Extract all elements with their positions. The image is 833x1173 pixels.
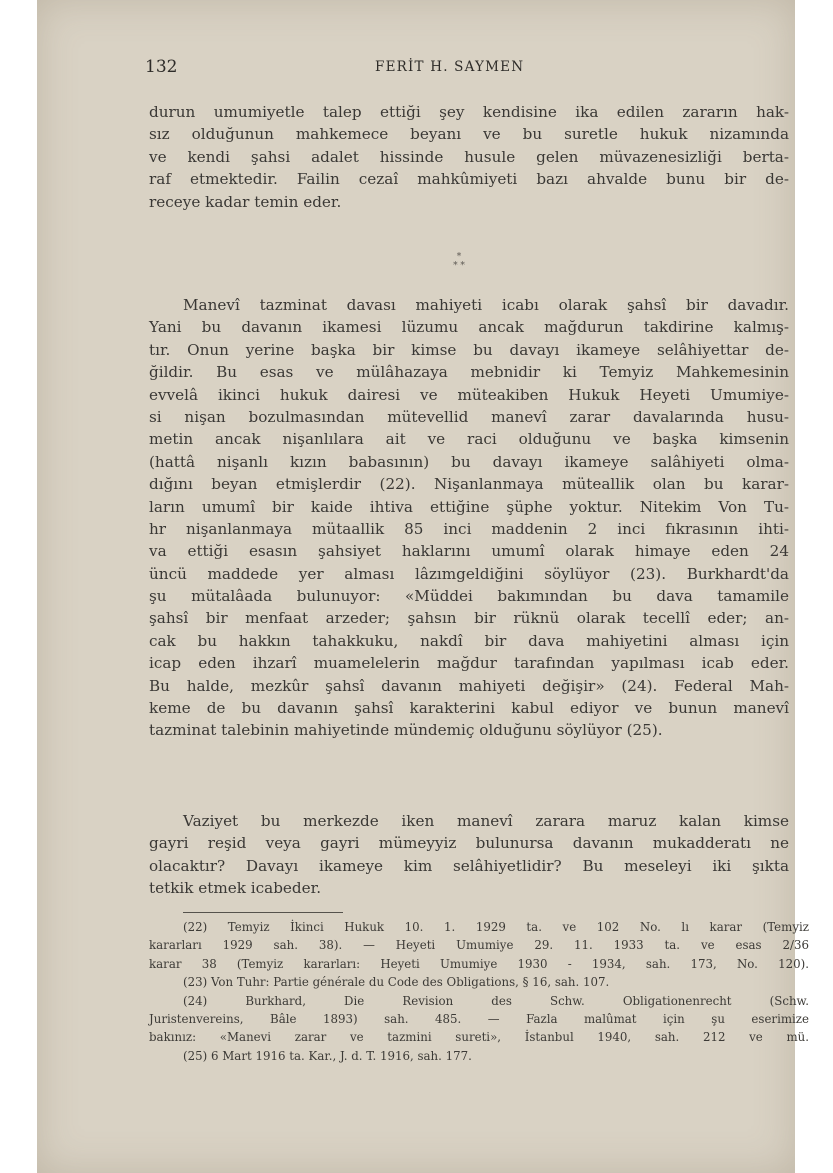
text-line: keme de bu davanın şahsî karakterini kabul ediyor ve bunun manevî [149, 699, 789, 718]
footnote-line: karar 38 (Temyiz kararları: Heyeti Umumiye 1930 - 1934, sah. 173, No. 120). [149, 956, 809, 971]
text-line: durun umumiyetle talep ettiği şey kendisine ika edilen zararın hak- [149, 103, 789, 121]
text-line: tır. Onun yerine başka bir kimse bu davayı ikameye selâhiyettar de- [149, 340, 789, 359]
text-line: şu mütalâada bulunuyor: «Müddei bakımından bu dava tamamile [149, 587, 789, 606]
ornament-top: * [456, 252, 462, 262]
text-line: raf etmektedir. Failin cezaî mahkûmiyeti bazı ahvalde bunu bir de- [149, 170, 789, 189]
text-line: metin ancak nişanlılara ait ve raci olduğunu ve başka kimsenin [149, 430, 789, 449]
page-header [145, 57, 745, 81]
text-line: receye kadar temin eder. [149, 192, 342, 211]
section-ornament [447, 253, 471, 279]
text-line: Vaziyet bu merkezde iken manevî zarara maruz kalan kimse [183, 812, 789, 830]
text-line: ve kendi şahsi adalet hissinde husule gelen müvazenesizliği berta- [149, 147, 789, 166]
footnotes [149, 918, 809, 1065]
footnote-line: (24) Burkhard, Die Revision des Schw. Obligationenrecht (Schw. [183, 993, 809, 1008]
text-line: Bu halde, mezkûr şahsî davanın mahiyeti değişir» (24). Federal Mah- [149, 676, 789, 695]
page-number: 132 [145, 57, 178, 77]
footnote-line: bakınız: «Manevi zarar ve tazmini sureti», İstanbul 1940, sah. 212 ve mü. [149, 1030, 809, 1045]
text-line: cak bu hakkın tahakkuku, nakdî bir dava mahiyetini alması için [149, 631, 789, 650]
paragraph-2 [149, 294, 789, 742]
footnote-line: (22) Temyiz İkinci Hukuk 10. 1. 1929 ta. ve 102 No. lı karar (Temyiz [183, 920, 809, 934]
text-line: si nişan bozulmasından mütevellid manevî zarar davalarında husu- [149, 407, 789, 426]
text-line: şahsî bir menfaat arzeder; şahsın bir rüknü olarak tecellî eder; an- [149, 609, 789, 628]
text-line: ğildir. Bu esas ve mülâhazaya mebnidir ki Temyiz Mahkemesinin [149, 363, 789, 382]
footnote-line: kararları 1929 sah. 38). — Heyeti Umumiye 29. 11. 1933 ta. ve esas 2/36 [149, 938, 809, 953]
text-line: üncü maddede yer alması lâzımgeldiğini söylüyor (23). Burkhardt'da [149, 564, 789, 583]
footnote-line: Juristenvereins, Bâle 1893) sah. 485. — Fazla malûmat için şu eserimize [149, 1011, 809, 1026]
footnote-line: (25) 6 Mart 1916 ta. Kar., J. d. T. 1916, sah. 177. [183, 1048, 472, 1063]
text-line: evvelâ ikinci hukuk dairesi ve müteakiben Hukuk Heyeti Umumiye- [149, 385, 789, 404]
text-line: tetkik etmek icabeder. [149, 879, 322, 898]
footnote-line: (23) Von Tuhr: Partie générale du Code des Obligations, § 16, sah. 107. [183, 975, 610, 990]
text-line: ların umumî bir kaide ihtiva ettiğine şüphe yoktur. Nitekim Von Tu- [149, 497, 789, 516]
text-line: olacaktır? Davayı ikameye kim selâhiyetlidir? Bu meseleyi iki şıkta [149, 856, 789, 875]
footnote-divider [183, 912, 343, 913]
text-line: gayri reşid veya gayri mümeyyiz bulunursa davanın mukadderatı ne [149, 834, 789, 853]
paragraph-1 [149, 101, 789, 213]
text-line: va ettiği esasın şahsiyet haklarını umumî olarak himaye eden 24 [149, 542, 789, 561]
ornament-bottom: * * [453, 261, 465, 271]
text-line: hr nişanlanmaya mütaallik 85 inci maddenin 2 inci fıkrasının ihti- [149, 519, 789, 538]
text-line: Manevî tazminat davası mahiyeti icabı olarak şahsî bir davadır. [183, 296, 789, 314]
text-line: (hattâ nişanlı kızın babasının) bu davayı ikameye salâhiyeti olma- [149, 452, 789, 471]
paragraph-3 [149, 810, 789, 900]
text-line: Yani bu davanın ikamesi lüzumu ancak mağdurun takdirine kalmış- [149, 318, 789, 337]
scanned-page [37, 0, 809, 1173]
text-line: dığını beyan etmişlerdir (22). Nişanlanmaya müteallik olan bu karar- [149, 475, 789, 494]
text-line: sız olduğunun mahkemece beyanı ve bu suretle hukuk nizamında [149, 125, 789, 144]
text-line: tazminat talebinin mahiyetinde mündemiç olduğunu söylüyor (25). [149, 721, 663, 740]
running-head: FERİT H. SAYMEN [375, 59, 525, 75]
text-line: icap eden ihzarî muamelelerin mağdur tarafından yapılması icab eder. [149, 654, 789, 673]
